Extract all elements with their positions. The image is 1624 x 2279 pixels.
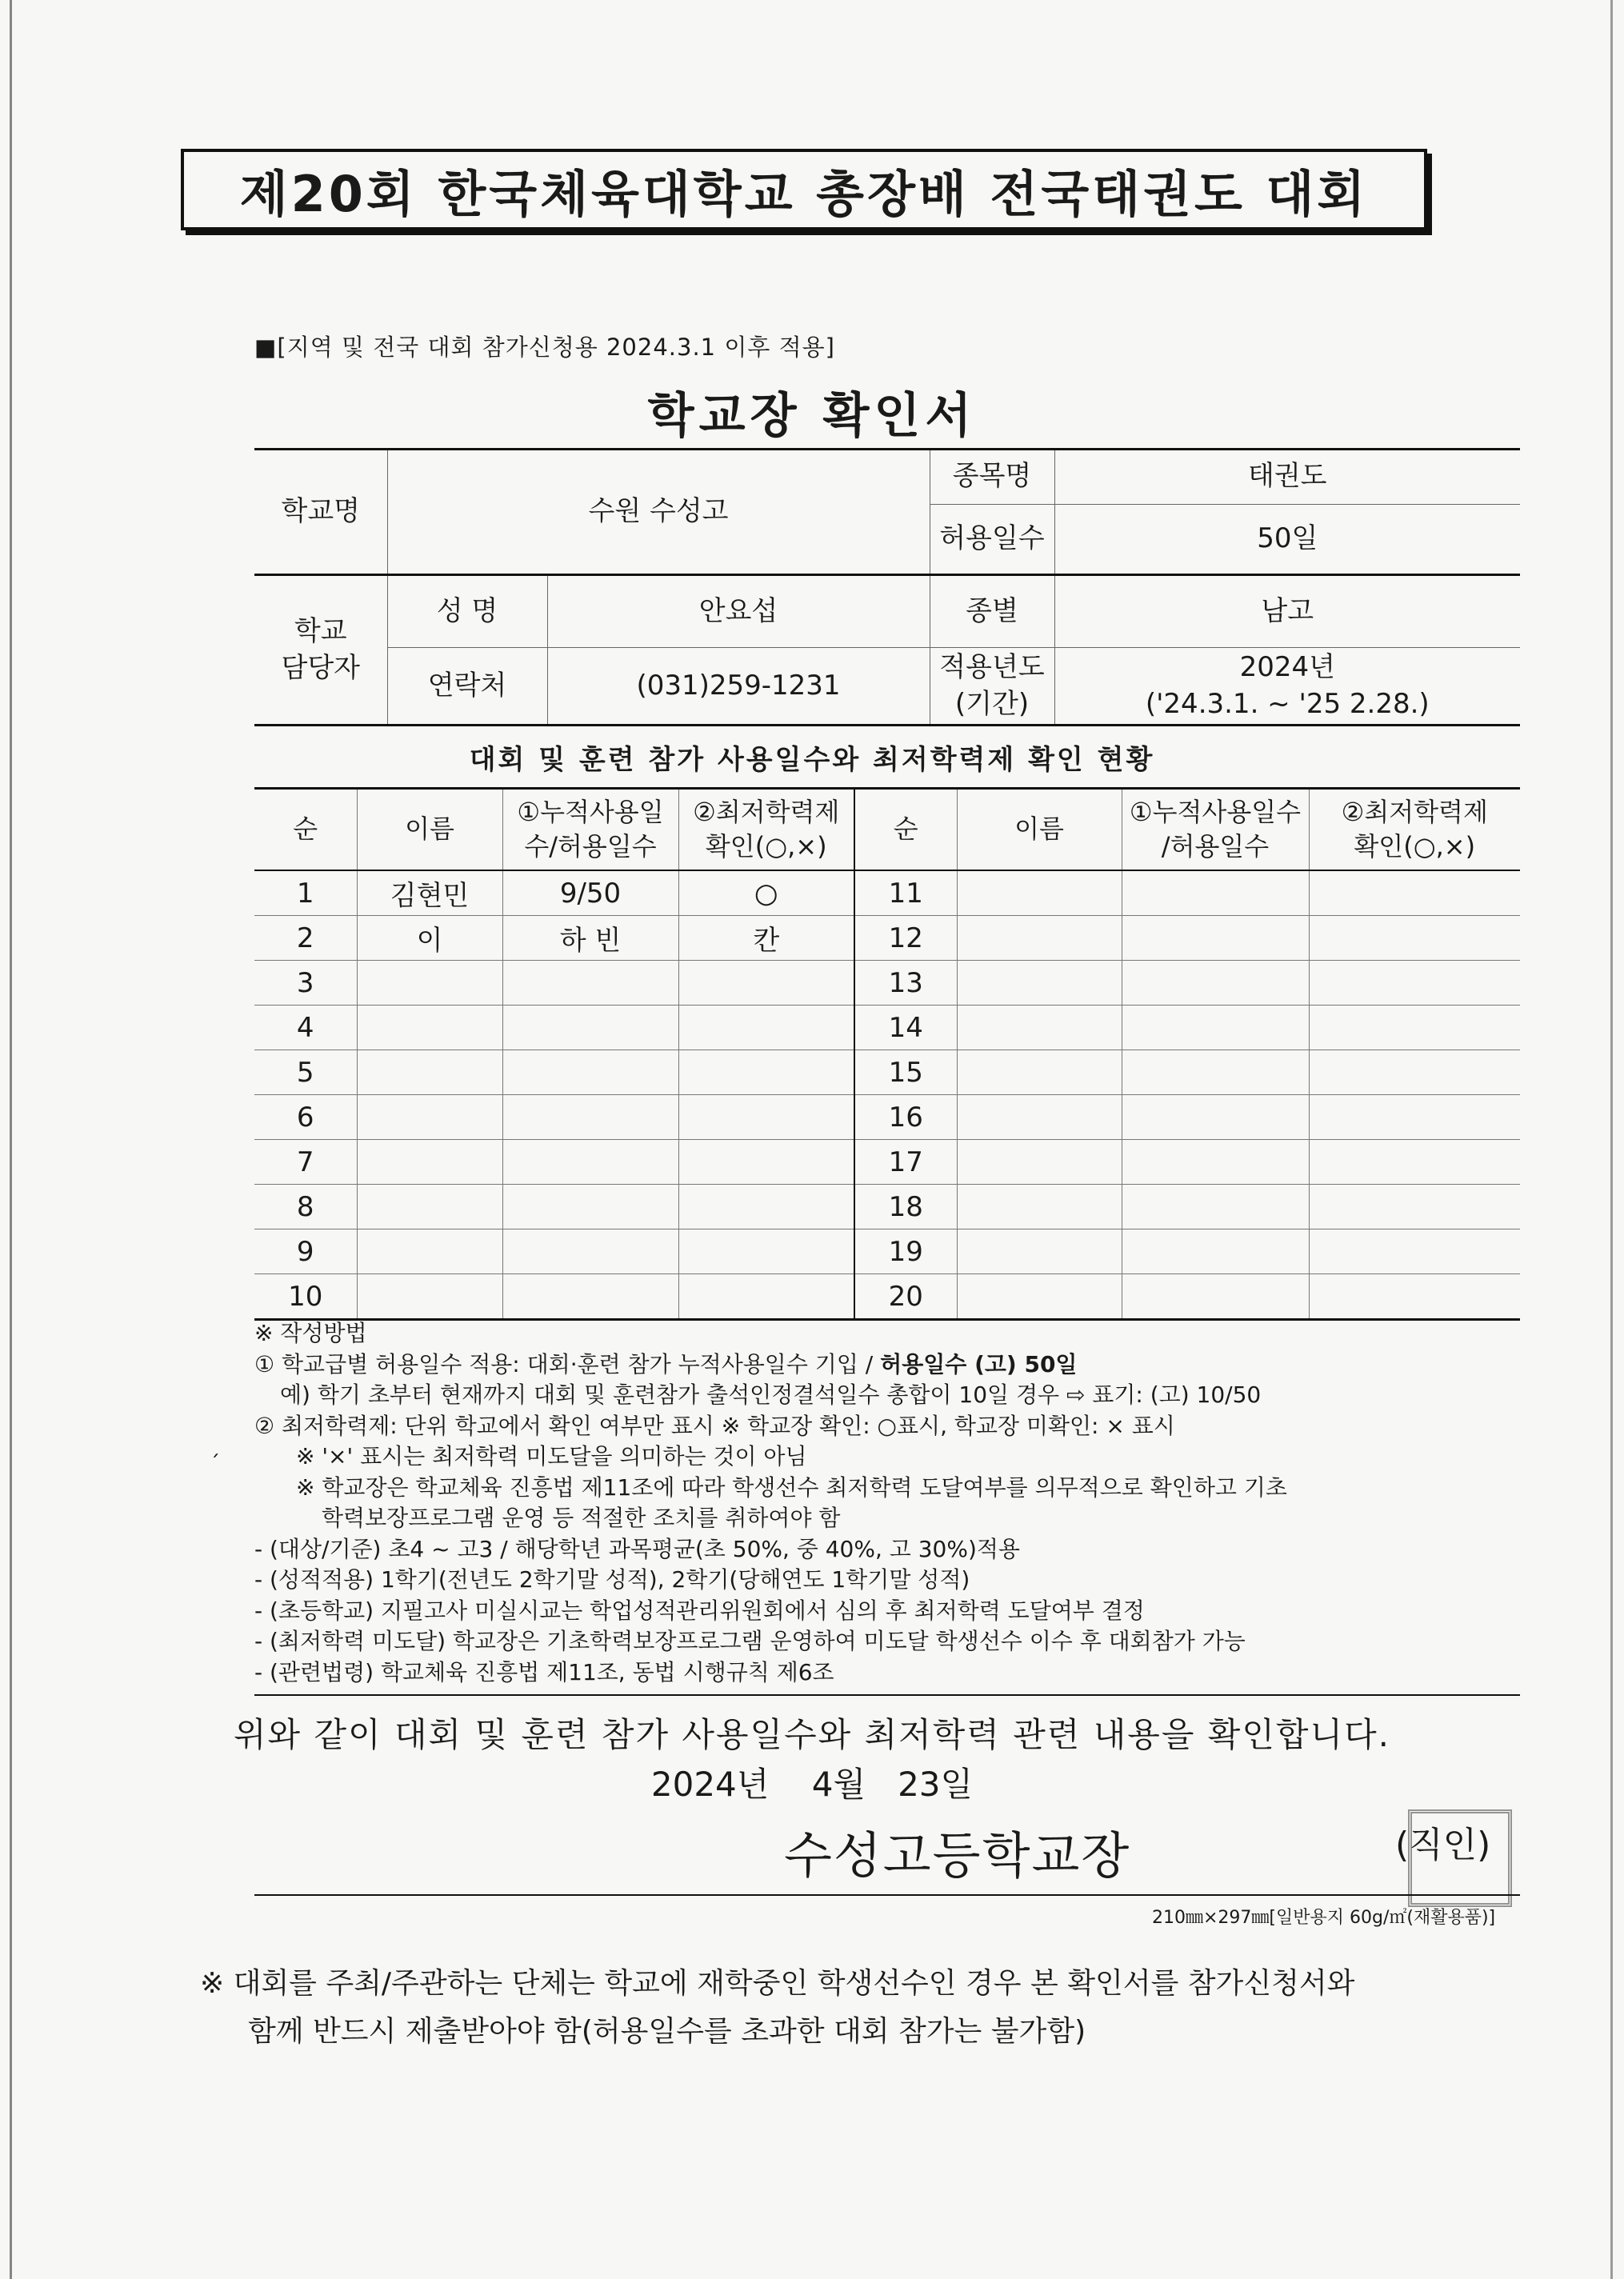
- cell-check: [678, 1050, 854, 1095]
- cell-days: [502, 1140, 678, 1185]
- stray-mark: ˊ: [210, 1452, 220, 1476]
- cell-days: [502, 1050, 678, 1095]
- cell-days: 9/50: [502, 870, 678, 916]
- cell-name2: [957, 1140, 1122, 1185]
- cell-name: [357, 1095, 502, 1140]
- cell-name2: [957, 1095, 1122, 1140]
- period-value: ('24.3.1. ~ '25 2.28.): [1145, 687, 1430, 720]
- cell-no: 7: [254, 1140, 357, 1185]
- name-value: 안요섭: [547, 575, 930, 648]
- cell-days: [502, 961, 678, 1006]
- cell-name2: [957, 1050, 1122, 1095]
- allowed-days-value: 50일: [1054, 504, 1520, 575]
- cell-days2: [1122, 1229, 1309, 1274]
- cell-check: ○: [678, 870, 854, 916]
- detail-3: - (초등학교) 지필고사 미실시교는 학업성적관리위원회에서 심의 후 최저학력 도달여부 결정: [254, 1597, 1145, 1624]
- cell-days2: [1122, 1095, 1309, 1140]
- type-label: 종별: [930, 575, 1054, 648]
- divider-notes: [254, 1694, 1520, 1696]
- table-row: [254, 961, 1520, 1006]
- cell-check2: [1309, 1229, 1520, 1274]
- cell-no2: 13: [854, 961, 957, 1006]
- table-row: [254, 916, 1520, 961]
- cell-check2: [1309, 1050, 1520, 1095]
- note-1-text: ① 학교급별 허용일수 적용: 대회·훈련 참가 누적사용일수 기입 /: [254, 1350, 881, 1377]
- cell-days2: [1122, 870, 1309, 916]
- principal-signature: 수성고등학교장: [784, 1826, 1131, 1885]
- cell-check2: [1309, 1006, 1520, 1050]
- cell-no: 6: [254, 1095, 357, 1140]
- cell-check2: [1309, 1095, 1520, 1140]
- event-title: 제20회 한국체육대학교 총장배 전국태권도 대회: [239, 164, 1369, 223]
- cell-name: 김현민: [357, 870, 502, 916]
- cell-check: [678, 961, 854, 1006]
- cell-no: 9: [254, 1229, 357, 1274]
- header-days-2: ①누적사용일수 /허용일수: [1122, 789, 1309, 871]
- type-value: 남고: [1054, 575, 1520, 648]
- cell-name: [357, 1185, 502, 1229]
- note-1-example: 예) 학기 초부터 현재까지 대회 및 훈련참가 출석인정결석일수 총합이 10일 경우 ⇨ 표기: (고) 10/50: [280, 1381, 1262, 1408]
- cell-check: 칸: [678, 916, 854, 961]
- cell-check: [678, 1095, 854, 1140]
- athlete-rows: [254, 870, 1520, 1320]
- year-cell: [1054, 648, 1520, 726]
- cell-no2: 12: [854, 916, 957, 961]
- cell-name2: [957, 1006, 1122, 1050]
- cell-no: 1: [254, 870, 357, 916]
- cell-no2: 19: [854, 1229, 957, 1274]
- document-title: 학교장 확인서: [647, 388, 977, 444]
- cell-name2: [957, 916, 1122, 961]
- name-label: 성 명: [387, 575, 547, 648]
- header-name-2: 이름: [957, 789, 1122, 871]
- event-title-box: [181, 149, 1427, 230]
- cell-days: [502, 1229, 678, 1274]
- cell-name: [357, 961, 502, 1006]
- cell-days2: [1122, 1274, 1309, 1320]
- cell-name2: [957, 1185, 1122, 1229]
- header-days: ①누적사용일 수/허용일수: [502, 789, 678, 871]
- confirm-statement: 위와 같이 대회 및 훈련 참가 사용일수와 최저학력 관련 내용을 확인합니다.: [233, 1715, 1391, 1754]
- cell-no2: 17: [854, 1140, 957, 1185]
- scan-edge-right: [1610, 0, 1613, 2279]
- note-2-b: ※ 학교장은 학교체육 진흥법 제11조에 따라 학생선수 최저학력 도달여부를 의무적으로 확인하고 기초: [296, 1473, 1287, 1501]
- form-note: ■[지역 및 전국 대회 참가신청용 2024.3.1 이후 적용]: [254, 334, 835, 361]
- cell-days2: [1122, 1185, 1309, 1229]
- cell-check: [678, 1185, 854, 1229]
- footer-notice: [200, 1960, 1354, 2056]
- table-row: [254, 1006, 1520, 1050]
- table-row: [254, 1050, 1520, 1095]
- cell-no: 4: [254, 1006, 357, 1050]
- cell-days: 하 빈: [502, 916, 678, 961]
- table-row: [254, 1229, 1520, 1274]
- athlete-table: [254, 787, 1520, 1321]
- cell-days2: [1122, 916, 1309, 961]
- cell-days2: [1122, 961, 1309, 1006]
- cell-name: [357, 1006, 502, 1050]
- detail-1: - (대상/기준) 초4 ~ 고3 / 해당학년 과목평균(초 50%, 중 40%, 고 30%)적용: [254, 1535, 1020, 1562]
- header-name: 이름: [357, 789, 502, 871]
- table-row: [254, 1140, 1520, 1185]
- cell-days: [502, 1006, 678, 1050]
- cell-name: [357, 1229, 502, 1274]
- cell-name: [357, 1274, 502, 1320]
- cell-days: [502, 1274, 678, 1320]
- cell-name2: [957, 1274, 1122, 1320]
- cell-check2: [1309, 1140, 1520, 1185]
- footer-line-1: ※ 대회를 주최/주관하는 단체는 학교에 재학중인 학생선수인 경우 본 확인서를 참가신청서와: [200, 1967, 1355, 2000]
- contact-value: (031)259-1231: [547, 648, 930, 726]
- table-row: [254, 870, 1520, 916]
- cell-check2: [1309, 961, 1520, 1006]
- cell-check: [678, 1274, 854, 1320]
- header-check-2: ②최저학력제 확인(○,×): [1309, 789, 1520, 871]
- cell-no: 3: [254, 961, 357, 1006]
- cell-days2: [1122, 1140, 1309, 1185]
- scan-edge-left: [10, 0, 12, 2279]
- header-no: 순: [254, 789, 357, 871]
- cell-check: [678, 1006, 854, 1050]
- issue-date: 2024년 4월 23일: [650, 1765, 974, 1804]
- cell-no2: 14: [854, 1006, 957, 1050]
- cell-check2: [1309, 1185, 1520, 1229]
- sport-value: 태권도: [1054, 450, 1520, 505]
- seal-label: (직인): [1395, 1825, 1491, 1865]
- cell-name: 이: [357, 916, 502, 961]
- athlete-table-header: [254, 789, 1520, 871]
- cell-days: [502, 1095, 678, 1140]
- note-1-bold: 허용일수 (고) 50일: [880, 1350, 1078, 1377]
- header-check: ②최저학력제 확인(○,×): [678, 789, 854, 871]
- table-row: [254, 1095, 1520, 1140]
- cell-name2: [957, 870, 1122, 916]
- cell-no2: 20: [854, 1274, 957, 1320]
- note-2-c: 학력보장프로그램 운영 등 적절한 조치를 취하여야 함: [322, 1505, 841, 1531]
- footer-line-2: 함께 반드시 제출받아야 함(허용일수를 초과한 대회 참가는 불가함): [248, 2015, 1086, 2048]
- cell-no2: 16: [854, 1095, 957, 1140]
- note-2: ② 최저학력제: 단위 학교에서 확인 여부만 표시 ※ 학교장 확인: ○표시, 학교장 미확인: × 표시: [254, 1412, 1175, 1439]
- year-label: 적용년도 (기간): [930, 648, 1054, 726]
- sport-label: 종목명: [930, 450, 1054, 505]
- cell-name: [357, 1140, 502, 1185]
- cell-no: 10: [254, 1274, 357, 1320]
- cell-days2: [1122, 1006, 1309, 1050]
- cell-no: 8: [254, 1185, 357, 1229]
- school-info-table: [254, 448, 1520, 726]
- notes-heading: ※ 작성방법: [254, 1320, 367, 1346]
- cell-no: 2: [254, 916, 357, 961]
- manager-label: 학교 담당자: [254, 575, 387, 726]
- cell-days: [502, 1185, 678, 1229]
- instructions: [254, 1318, 1550, 1688]
- table-row: [254, 1274, 1520, 1320]
- cell-name: [357, 1050, 502, 1095]
- divider-signature: [254, 1894, 1520, 1896]
- note-2-a: ※ '×' 표시는 최저학력 미도달을 의미하는 것이 아님: [296, 1443, 807, 1469]
- cell-check2: [1309, 870, 1520, 916]
- year-value: 2024년: [1239, 650, 1335, 683]
- note-1: [254, 1349, 1550, 1381]
- cell-name2: [957, 1229, 1122, 1274]
- cell-no2: 15: [854, 1050, 957, 1095]
- cell-no: 5: [254, 1050, 357, 1095]
- allowed-days-label: 허용일수: [930, 504, 1054, 575]
- detail-4: - (최저학력 미도달) 학교장은 기초학력보장프로그램 운영하여 미도달 학생선수 이수 후 대회참가 가능: [254, 1628, 1246, 1654]
- section-title: 대회 및 훈련 참가 사용일수와 최저학력제 확인 현황: [469, 744, 1155, 776]
- cell-check2: [1309, 1274, 1520, 1320]
- cell-check2: [1309, 916, 1520, 961]
- table-row: [254, 1185, 1520, 1229]
- cell-check: [678, 1229, 854, 1274]
- cell-name2: [957, 961, 1122, 1006]
- detail-5: - (관련법령) 학교체육 진흥법 제11조, 동법 시행규칙 제6조: [254, 1658, 834, 1685]
- detail-2: - (성적적용) 1학기(전년도 2학기말 성적), 2학기(당해연도 1학기말 성적): [254, 1566, 970, 1593]
- cell-check: [678, 1140, 854, 1185]
- cell-days2: [1122, 1050, 1309, 1095]
- school-value: 수원 수성고: [387, 450, 930, 575]
- contact-label: 연락처: [387, 648, 547, 726]
- header-no-2: 순: [854, 789, 957, 871]
- cell-no2: 18: [854, 1185, 957, 1229]
- cell-no2: 11: [854, 870, 957, 916]
- school-label: 학교명: [254, 450, 387, 575]
- paper-spec: 210㎜×297㎜[일반용지 60g/㎡(재활용품)]: [1152, 1908, 1496, 1928]
